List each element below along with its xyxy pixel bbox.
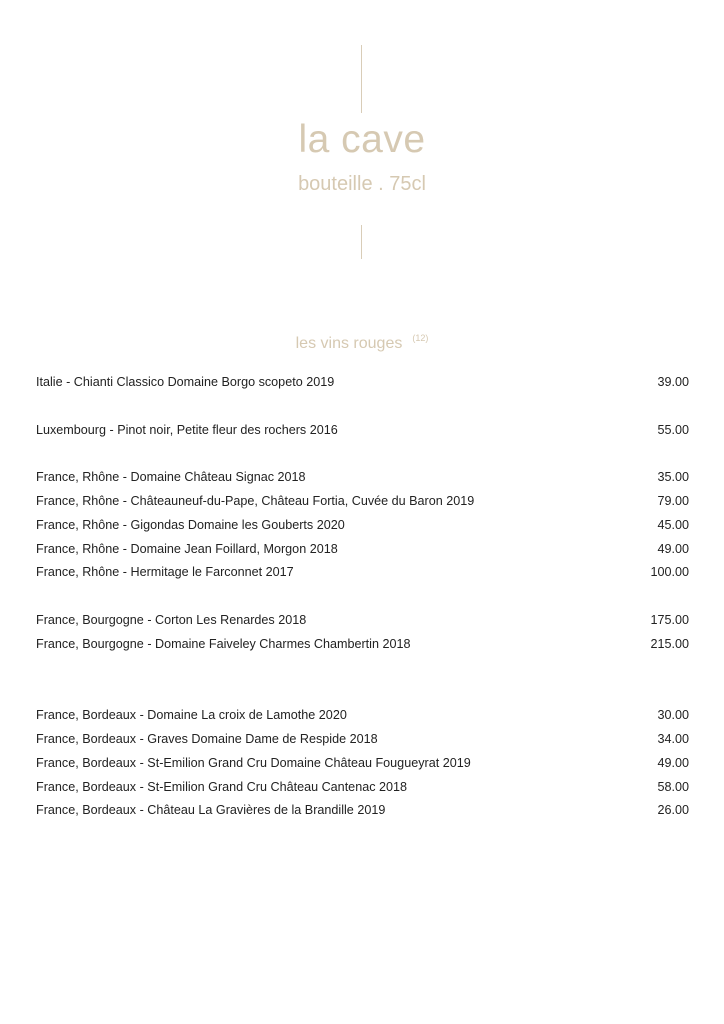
- wine-row: [36, 514, 689, 538]
- section-count: (12): [412, 333, 429, 343]
- wine-row: [36, 704, 689, 728]
- wine-row: [36, 538, 689, 562]
- section-heading: [0, 335, 724, 353]
- wine-price: 49.00: [657, 755, 689, 770]
- wine-name: France, Rhône - Domaine Jean Foillard, Morgon 2018: [36, 541, 338, 556]
- wine-row: [36, 561, 689, 585]
- wine-name: Luxembourg - Pinot noir, Petite fleur des rochers 2016: [36, 422, 338, 437]
- wine-name: Italie - Chianti Classico Domaine Borgo scopeto 2019: [36, 375, 335, 389]
- wine-row: [36, 728, 689, 752]
- wine-row: [36, 633, 689, 657]
- wine-name: France, Rhône - Châteauneuf-du-Pape, Château Fortia, Cuvée du Baron 2019: [36, 493, 475, 508]
- wine-price: 34.00: [657, 731, 689, 746]
- decorative-divider-top: [361, 45, 362, 113]
- wine-name: France, Bordeaux - St-Emilion Grand Cru Domaine Château Fougueyrat 2019: [36, 755, 471, 770]
- wine-name: France, Bordeaux - Domaine La croix de Lamothe 2020: [36, 708, 347, 723]
- wine-name: France, Bordeaux - St-Emilion Grand Cru Château Cantenac 2018: [36, 779, 408, 794]
- wine-row: [36, 776, 689, 800]
- wine-group: [36, 609, 689, 657]
- section-title: les vins rouges: [295, 335, 403, 352]
- wine-row: [36, 419, 689, 443]
- wine-name: France, Bordeaux - Château La Gravières de la Brandille 2019: [36, 803, 386, 818]
- wine-row: [36, 609, 689, 633]
- wine-name: France, Rhône - Domaine Château Signac 2018: [36, 470, 306, 485]
- wine-group: [36, 371, 689, 395]
- wine-name: France, Rhône - Gigondas Domaine les Gouberts 2020: [36, 517, 345, 532]
- wine-price: 45.00: [657, 517, 689, 532]
- decorative-divider-bottom: [361, 225, 362, 259]
- wine-row: [36, 371, 689, 395]
- wine-row: [36, 490, 689, 514]
- wine-name: France, Bourgogne - Domaine Faiveley Charmes Chambertin 2018: [36, 636, 411, 651]
- wine-price: 100.00: [650, 565, 689, 580]
- wine-row: [36, 466, 689, 490]
- wine-group: [36, 419, 689, 443]
- wine-price: 79.00: [657, 493, 689, 508]
- wine-name: France, Rhône - Hermitage le Farconnet 2017: [36, 565, 294, 580]
- wine-price: 49.00: [657, 541, 689, 556]
- wine-price: 58.00: [657, 779, 689, 794]
- wine-row: [36, 752, 689, 776]
- wine-row: [36, 799, 689, 823]
- wine-name: France, Bordeaux - Graves Domaine Dame de Respide 2018: [36, 731, 378, 746]
- wine-group: [36, 466, 689, 585]
- page-subtitle: bouteille . 75cl: [298, 173, 426, 195]
- wine-name: France, Bourgogne - Corton Les Renardes 2018: [36, 612, 307, 627]
- wine-list: [36, 371, 689, 823]
- wine-price: 30.00: [657, 708, 689, 723]
- wine-price: 39.00: [657, 375, 689, 389]
- page-title: la cave: [298, 118, 426, 161]
- wine-price: 35.00: [657, 470, 689, 485]
- wine-group: [36, 704, 689, 823]
- wine-price: 55.00: [657, 422, 689, 437]
- wine-price: 175.00: [650, 612, 689, 627]
- wine-price: 26.00: [657, 803, 689, 818]
- wine-price: 215.00: [650, 636, 689, 651]
